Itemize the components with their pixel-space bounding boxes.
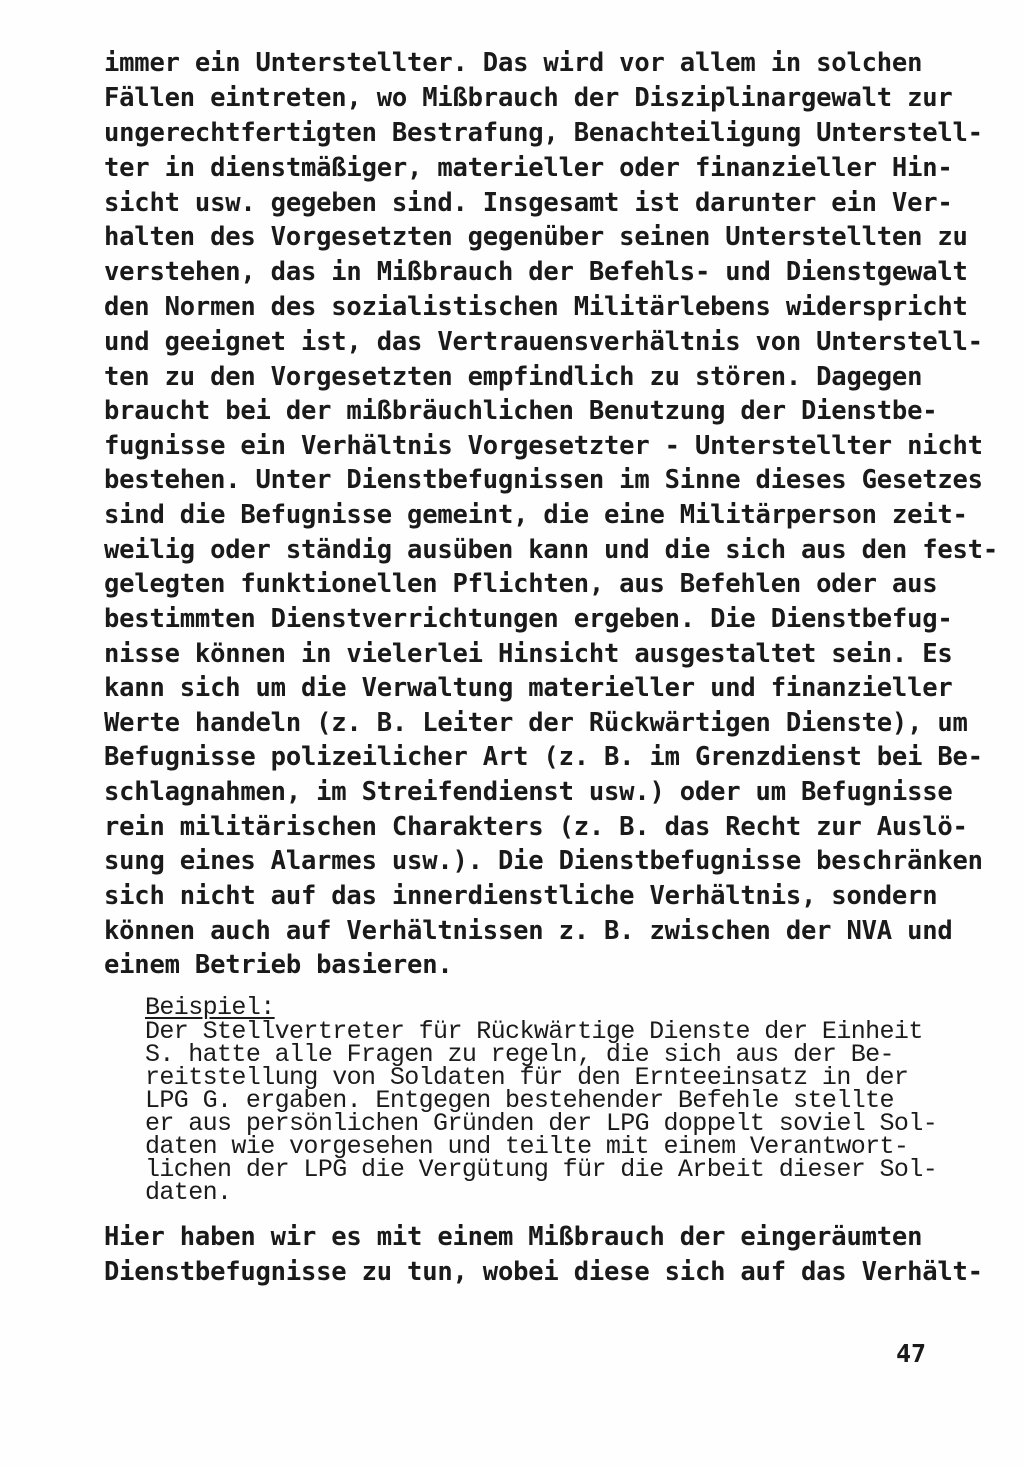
page-number: 47 bbox=[896, 1339, 927, 1368]
text-line: braucht bei der mißbräuchlichen Benutzung der Dienstbe- bbox=[104, 396, 938, 426]
example-line: LPG G. ergaben. Entgegen bestehender Befehle stellte bbox=[145, 1086, 894, 1115]
text-line: nisse können in vielerlei Hinsicht ausgestaltet sein. Es bbox=[104, 639, 953, 669]
example-heading: Beispiel: bbox=[145, 993, 275, 1022]
text-line: und geeignet ist, das Vertrauensverhältnis von Unterstell- bbox=[104, 327, 983, 357]
text-line: ten zu den Vorgesetzten empfindlich zu stören. Dagegen bbox=[104, 362, 923, 392]
text-line: Fällen eintreten, wo Mißbrauch der Disziplinargewalt zur bbox=[104, 83, 953, 113]
text-line: bestehen. Unter Dienstbefugnissen im Sinne dieses Gesetzes bbox=[104, 465, 983, 495]
example-line: daten. bbox=[145, 1178, 232, 1207]
text-line: Befugnisse polizeilicher Art (z. B. im Grenzdienst bei Be- bbox=[104, 742, 983, 772]
text-line: Dienstbefugnisse zu tun, wobei diese sich auf das Verhält- bbox=[104, 1257, 983, 1287]
text-line: Hier haben wir es mit einem Mißbrauch der eingeräumten bbox=[104, 1222, 923, 1252]
example-line: er aus persönlichen Gründen der LPG doppelt soviel Sol- bbox=[145, 1109, 938, 1138]
text-line: weilig oder ständig ausüben kann und die sich aus den fest- bbox=[104, 535, 998, 565]
text-line: verstehen, das in Mißbrauch der Befehls- und Dienstgewalt bbox=[104, 257, 968, 287]
text-line: sind die Befugnisse gemeint, die eine Militärperson zeit- bbox=[104, 500, 968, 530]
text-line: bestimmten Dienstverrichtungen ergeben. Die Dienstbefug- bbox=[104, 604, 953, 634]
text-line: schlagnahmen, im Streifendienst usw.) oder um Befugnisse bbox=[104, 777, 953, 807]
text-line: ter in dienstmäßiger, materieller oder finanzieller Hin- bbox=[104, 153, 953, 183]
example-line: lichen der LPG die Vergütung für die Arbeit dieser Sol- bbox=[145, 1155, 938, 1184]
example-line: Der Stellvertreter für Rückwärtige Dienste der Einheit bbox=[145, 1017, 923, 1046]
text-line: Werte handeln (z. B. Leiter der Rückwärtigen Dienste), um bbox=[104, 708, 968, 738]
text-line: fugnisse ein Verhältnis Vorgesetzter - Unterstellter nicht bbox=[104, 431, 983, 461]
text-line: halten des Vorgesetzten gegenüber seinen Unterstellten zu bbox=[104, 222, 968, 252]
text-line: den Normen des sozialistischen Militärlebens widerspricht bbox=[104, 292, 968, 322]
text-line: sicht usw. gegeben sind. Insgesamt ist darunter ein Ver- bbox=[104, 188, 953, 218]
text-line: immer ein Unterstellter. Das wird vor allem in solchen bbox=[104, 48, 923, 78]
example-line: reitstellung von Soldaten für den Ernteeinsatz in der bbox=[145, 1063, 909, 1092]
text-line: rein militärischen Charakters (z. B. das Recht zur Auslö- bbox=[104, 812, 968, 842]
example-line: S. hatte alle Fragen zu regeln, die sich aus der Be- bbox=[145, 1040, 894, 1069]
text-line: sung eines Alarmes usw.). Die Dienstbefugnisse beschränken bbox=[104, 846, 983, 876]
text-line: können auch auf Verhältnissen z. B. zwischen der NVA und bbox=[104, 916, 953, 946]
text-line: gelegten funktionellen Pflichten, aus Befehlen oder aus bbox=[104, 569, 938, 599]
example-line: daten wie vorgesehen und teilte mit einem Verantwort- bbox=[145, 1132, 909, 1161]
text-line: einem Betrieb basieren. bbox=[104, 950, 453, 980]
text-line: kann sich um die Verwaltung materieller und finanzieller bbox=[104, 673, 953, 703]
text-line: ungerechtfertigten Bestrafung, Benachteiligung Unterstell- bbox=[104, 118, 983, 148]
text-line: sich nicht auf das innerdienstliche Verhältnis, sondern bbox=[104, 881, 938, 911]
